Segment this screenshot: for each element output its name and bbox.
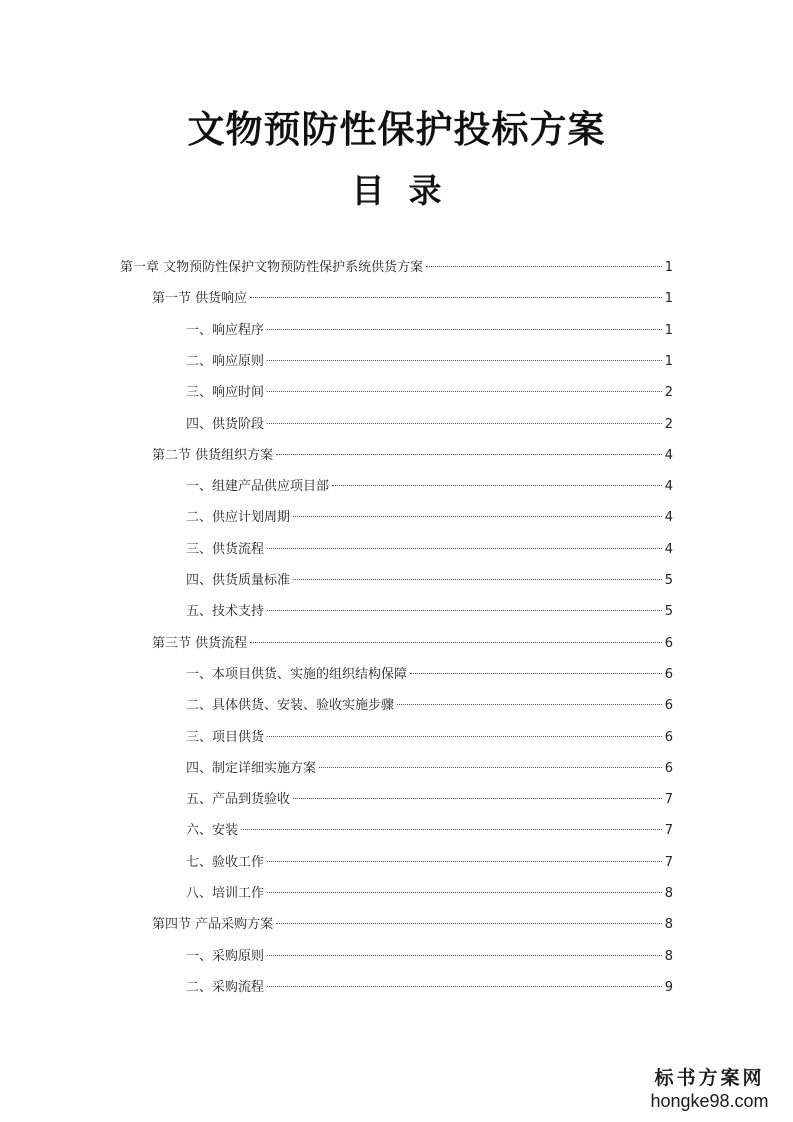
toc-entry[interactable]: [186, 409, 673, 440]
toc-entry-label: 第一章 文物预防性保护文物预防性保护系统供货方案: [120, 260, 424, 275]
toc-entry-page-number: 4: [664, 479, 673, 495]
toc-entry[interactable]: [186, 722, 673, 753]
toc-entry[interactable]: [186, 784, 673, 815]
toc-entry[interactable]: [186, 847, 673, 878]
toc-dot-leader: [267, 955, 662, 956]
toc-entry[interactable]: [186, 941, 673, 972]
toc-entry-page-number: 7: [664, 854, 673, 870]
toc-dot-leader: [267, 861, 662, 862]
toc-entry[interactable]: [186, 565, 673, 596]
toc-dot-leader: [250, 297, 662, 298]
toc-entry-label: 第四节 产品采购方案: [152, 917, 274, 933]
toc-entry-label: 三、响应时间: [186, 385, 265, 401]
toc-dot-leader: [267, 360, 662, 361]
toc-entry-label: 四、供货质量标准: [186, 573, 291, 588]
toc-entry-label: 第二节 供货组织方案: [152, 447, 274, 463]
watermark-url: hongke98.com: [650, 1091, 769, 1111]
toc-dot-leader: [241, 829, 662, 830]
toc-dot-leader: [267, 329, 662, 330]
toc-entry[interactable]: [152, 628, 673, 659]
toc-entry-label: 四、供货阶段: [186, 416, 265, 432]
toc-heading: [0, 166, 793, 216]
toc-dot-leader: [267, 986, 662, 987]
toc-entry-page-number: 5: [664, 604, 673, 620]
toc-entry-page-number: 4: [664, 447, 673, 463]
toc-dot-leader: [293, 579, 662, 580]
toc-entry-page-number: 6: [664, 666, 673, 682]
toc-entry-page-number: 2: [664, 385, 673, 401]
toc-entry[interactable]: [186, 315, 673, 346]
toc-entry-label: 一、响应程序: [186, 322, 265, 338]
toc-entry[interactable]: [186, 659, 673, 690]
toc-entry-page-number: 4: [664, 541, 673, 557]
toc-entry-label: 四、制定详细实施方案: [186, 760, 317, 776]
toc-dot-leader: [267, 736, 662, 737]
toc-entry[interactable]: [186, 815, 673, 846]
toc-dot-leader: [276, 454, 662, 455]
toc-entry-page-number: 6: [664, 760, 673, 776]
toc-entry-label: 一、组建产品供应项目部: [186, 479, 330, 495]
toc-dot-leader: [332, 485, 662, 486]
toc-entry-page-number: 1: [664, 322, 673, 338]
toc-entry-label: 五、产品到货验收: [186, 792, 291, 808]
toc-entry[interactable]: [186, 596, 673, 627]
toc-entry-page-number: 1: [664, 291, 673, 307]
toc-dot-leader: [319, 767, 662, 768]
toc-dot-leader: [293, 798, 662, 799]
toc-entry-page-number: 1: [664, 353, 673, 369]
toc-entry[interactable]: [186, 534, 673, 565]
toc-entry-label: 五、技术支持: [186, 604, 265, 620]
watermark: [642, 1066, 777, 1112]
toc-entry-page-number: 1: [664, 260, 673, 275]
toc-entry-label: 八、培训工作: [186, 886, 265, 901]
toc-entry-page-number: 8: [664, 917, 673, 933]
toc-entry-page-number: 7: [664, 792, 673, 808]
toc-dot-leader: [276, 923, 662, 924]
toc-entry[interactable]: [186, 471, 673, 502]
toc-entry[interactable]: [186, 377, 673, 408]
toc-dot-leader: [397, 704, 662, 705]
toc-entry-page-number: 7: [664, 823, 673, 839]
toc-entry-label: 一、本项目供货、实施的组织结构保障: [186, 666, 408, 682]
toc-entry-label: 第三节 供货流程: [152, 635, 248, 651]
toc-entry[interactable]: [186, 972, 673, 1003]
toc-entry-page-number: 4: [664, 510, 673, 526]
toc-entry[interactable]: [186, 502, 673, 533]
toc-dot-leader: [410, 673, 662, 674]
toc-entry-label: 二、采购流程: [186, 979, 265, 995]
toc-dot-leader: [267, 423, 662, 424]
toc-entry-label: 二、具体供货、安装、验收实施步骤: [186, 698, 395, 714]
toc-entry-page-number: 8: [664, 948, 673, 964]
toc-dot-leader: [267, 610, 662, 611]
document-title: 文物预防性保护投标方案: [187, 107, 606, 151]
toc-dot-leader: [267, 391, 662, 392]
toc-entry[interactable]: [152, 440, 673, 471]
toc-entry-label: 三、供货流程: [186, 541, 265, 557]
toc-entry[interactable]: [186, 690, 673, 721]
toc-entry[interactable]: [152, 283, 673, 314]
toc-entry-page-number: 2: [664, 416, 673, 432]
toc-entry-label: 七、验收工作: [186, 854, 265, 870]
watermark-name: 标书方案网: [654, 1067, 765, 1089]
toc-dot-leader: [250, 642, 662, 643]
toc-entry-label: 一、采购原则: [186, 948, 265, 964]
toc-dot-leader: [293, 516, 662, 517]
toc-entry-label: 六、安装: [186, 823, 239, 839]
toc-entry-page-number: 6: [664, 635, 673, 651]
toc-entry-page-number: 8: [664, 886, 673, 901]
toc-entry-label: 第一节 供货响应: [152, 291, 248, 307]
toc-entry-page-number: 6: [664, 698, 673, 714]
toc-entry-label: 三、项目供货: [186, 729, 265, 745]
toc-dot-leader: [267, 548, 662, 549]
toc-entry[interactable]: [186, 753, 673, 784]
toc-dot-leader: [267, 892, 662, 893]
toc-entry[interactable]: [152, 909, 673, 940]
toc-heading-char: 录: [408, 171, 442, 210]
toc-heading-char: 目: [351, 171, 385, 210]
toc-entry-page-number: 5: [664, 573, 673, 588]
toc-entry-page-number: 6: [664, 729, 673, 745]
toc-entry-label: 二、响应原则: [186, 353, 265, 369]
toc-entry[interactable]: [186, 346, 673, 377]
toc-dot-leader: [426, 266, 662, 267]
toc-entry[interactable]: [120, 252, 673, 283]
toc-entry-label: 二、供应计划周期: [186, 510, 291, 526]
toc-entry[interactable]: [186, 878, 673, 909]
toc-entry-page-number: 9: [664, 979, 673, 995]
